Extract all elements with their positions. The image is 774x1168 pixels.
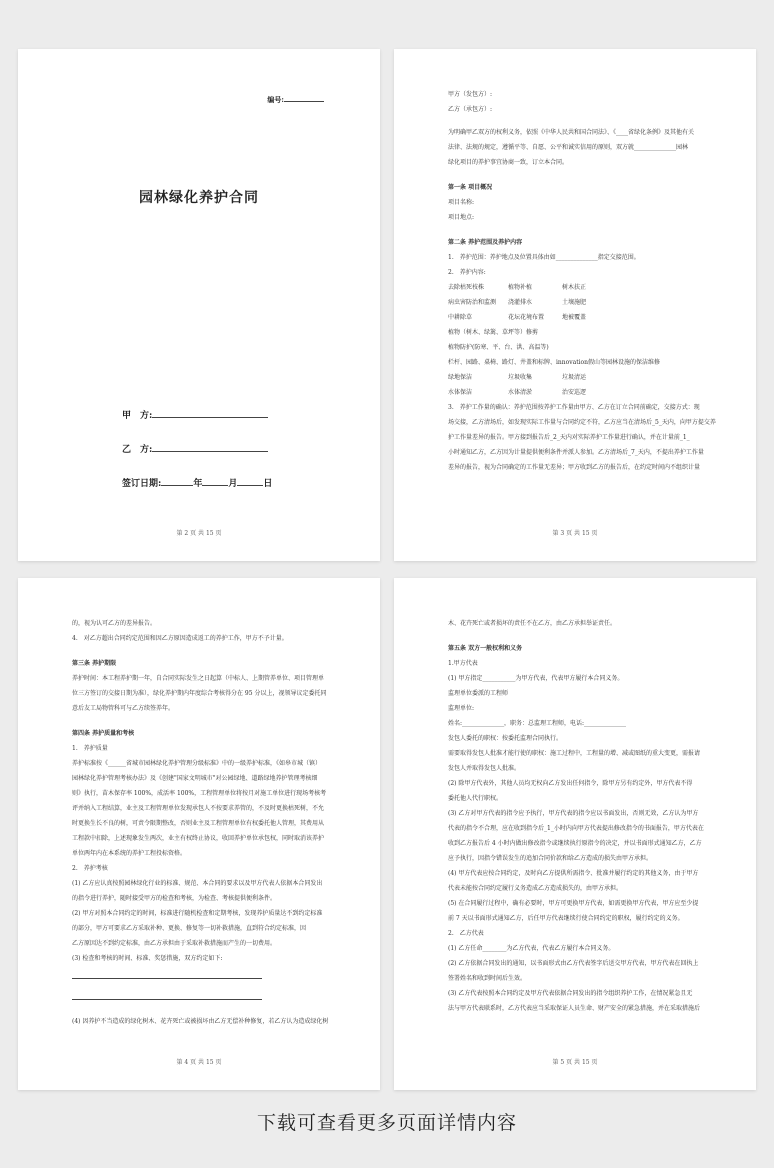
text-line: (1) 乙方任命________为乙方代表，代表乙方履行本合同义务。	[448, 945, 615, 952]
text-line: 代表的指令不合理，应在收到指令后_1_小时内向甲方代表提出修改指令的书面报告，甲方代表在	[448, 825, 704, 832]
text-line: 监理单位:	[448, 705, 475, 712]
text-line: 乙方原因达不到约定标准，由乙方承担由于采取补救措施而产生的一切费用。	[72, 940, 277, 947]
item-row	[448, 295, 716, 310]
item-cell: 水体清淤	[508, 389, 533, 396]
text-line: 4. 对乙方超出合同约定范围和因乙方原因造成返工的养护工作，甲方不予计量。	[72, 635, 288, 642]
contract-number: 编号:	[267, 93, 324, 105]
text-line: 委托他人代行职权。	[448, 795, 503, 802]
text-line: 工程款中扣除，上述现象发生两次，业主有权终止协议，收回养护单位承包权，同时取消该养护	[72, 835, 325, 842]
text-line: (4) 因养护不当造成的绿化树木、花卉死亡或被损坏由乙方无偿补种修复，若乙方认为造成绿化树	[72, 1018, 329, 1025]
text-line: 小时通知乙方，乙方因为计量提供便利条件并派人参加。乙方清场后_7_天内，不提出养护工作量	[448, 449, 704, 456]
page-body	[448, 616, 716, 1016]
text-line: (3) 检查和考核的时间、标准、奖惩措施，双方约定如下:	[72, 955, 223, 962]
item-cell: 土壤施肥	[562, 299, 587, 306]
text-line: 评并纳入工程结算，业主及工程管理单位发现承包人不按要求养管的，不及时更换枯死树，不允	[72, 805, 325, 812]
text-line: 栏杆、园路、桌椅、路灯、井盖和标牌、innovation假山等园林设施的保洁维修	[448, 359, 661, 366]
text-line: 法律、法规的规定，遵循平等、自愿、公平和诚实信用的原则，双方就______________园林	[448, 144, 689, 151]
text-line: 护工作量差异的报告。甲方接到报告后_2_天内对实际养护工作量进行确认，并在计量前_1_	[448, 434, 690, 441]
text-line: 意后友工局物管科可与乙方续签养年。	[72, 705, 175, 712]
text-line: (1) 甲方指定___________为甲方代表，代表甲方履行本合同义务。	[448, 675, 624, 682]
item-cell: 地被覆盖	[562, 314, 587, 321]
text-line: 为明确甲乙双方的权利义务，依照《中华人民共和国合同法》、《____省绿化条例》及其他有关	[448, 129, 695, 136]
text-line: 2. 养护考核	[72, 865, 108, 872]
text-line: 乙方（承包方）:	[448, 106, 493, 113]
text-line: 绿化项目的养护事宜协商一致，订立本合同。	[448, 159, 569, 166]
item-cell: 水体保洁	[448, 389, 473, 396]
page-number: 第 5 页 共 15 页	[552, 1059, 598, 1066]
section-heading: 第二条 养护范围及养护内容	[448, 239, 523, 246]
text-line: (1) 乙方应认真按照园林绿化行业的标准、规范、本合同的要求以及甲方代表人依据本合同发出	[72, 880, 323, 887]
page-number: 第 4 页 共 15 页	[176, 1059, 222, 1066]
text-line: 单位两年内在本系统的养护工程投标资格。	[72, 850, 187, 857]
item-cell: 垃圾收集	[508, 374, 533, 381]
text-line: 植物（树木、绿篱、草坪等）修剪	[448, 329, 539, 336]
text-line: 收到乙方报告后 4 小时内做出修改指令或继续执行原指令的决定，并以书面形式通知乙方，乙方	[448, 840, 702, 847]
item-cell: 植物补植	[508, 284, 533, 291]
item-cell: 去除枯死枝株	[448, 284, 485, 291]
text-line: 场交接，乙方清场后，如发现实际工作量与合同约定不符，乙方应当在清场后_5_天内，向甲方提交养	[448, 419, 716, 426]
blank-line	[72, 991, 340, 1006]
text-line: 位三方签订的交接日期为准），绿化养护期内年度综合考核得分在 95 分以上，视领导议定委托同	[72, 690, 327, 697]
page-body	[72, 616, 340, 1029]
text-line: 姓名:______________，职务：总监理工程师，电话:______________	[448, 720, 627, 727]
item-row	[448, 385, 716, 400]
text-line: 前 7 天以书面形式通知乙方，后任甲方代表继续行使合同约定的职权，履行约定的义务。	[448, 915, 684, 922]
section-heading: 第三条 养护期限	[72, 660, 117, 667]
text-line: 法与甲方代表联系时，乙方代表应当采取保证人员生命、财产安全的紧急措施，并在采取措施后	[448, 1005, 701, 1012]
text-line: 发包人委托的职权：按委托监理合同执行。	[448, 735, 563, 742]
download-more-caption: 下载可查看更多页面详情内容	[256, 1112, 517, 1134]
item-cell: 治安巡逻	[562, 389, 587, 396]
text-line: (3) 乙方代表按照本合同约定及甲方代表依据合同发出的指令组织养护工作，在情况紧急且无	[448, 990, 693, 997]
item-row	[448, 280, 716, 295]
text-line: (2) 甲方对照本合同约定的时间，标准进行随机检查和定期考核，发现养护质量达不到约定标准	[72, 910, 323, 917]
text-line: (2) 乙方依据合同发出的通知，以书面形式由乙方代表签字后送交甲方代表，甲方代表在回执上	[448, 960, 699, 967]
text-line: 1. 养护质量	[72, 745, 108, 752]
contract-page-5	[394, 578, 756, 1090]
text-line: 项目地点:	[448, 214, 475, 221]
text-line: (5) 在合同履行过程中，确有必要时，甲方可更换甲方代表，如需更换甲方代表，甲方应至少提	[448, 900, 699, 907]
text-line: 则》执行，苗木保存率 100%，成活率 100%，工程管理单位将按月对施工单位进行现场考核考	[72, 790, 327, 797]
section-heading: 第五条 双方一般权利和义务	[448, 645, 523, 652]
text-line: 2. 乙方代表	[448, 930, 484, 937]
text-line: 木、花卉死亡或者损坏的责任不在乙方，由乙方承担举证责任。	[448, 620, 617, 627]
contract-page-3	[394, 49, 756, 561]
text-line: 需要取得发包人批准才能行使的职权：施工过程中，工程量的增、减或图纸的重大变更，需报请	[448, 750, 701, 757]
text-line: 1.甲方代表	[448, 660, 478, 667]
text-line: 甲方（发包方）:	[448, 91, 493, 98]
text-line: 时更换生长不良的树，可责令限期整改，否则业主及工程管理单位有权委托他人管理，其费用从	[72, 820, 325, 827]
section-heading: 第四条 养护质量和考核	[72, 730, 135, 737]
party-a-field: 甲 方:	[122, 407, 268, 421]
text-line: 2. 养护内容:	[448, 269, 486, 276]
contract-cover-page	[18, 49, 380, 561]
text-line: 的部分，甲方可要求乙方采取补种、更换、修复等一切补救措施，直到符合约定标准，因	[72, 925, 307, 932]
page-number: 第 2 页 共 15 页	[176, 530, 222, 537]
item-cell: 垃圾清运	[562, 374, 587, 381]
page-number: 第 3 页 共 15 页	[552, 530, 598, 537]
text-line: (4) 甲方代表应按合同约定，及时向乙方提供所需指令、批准并履行约定的其他义务，由于甲方	[448, 870, 699, 877]
item-cell: 树木扶正	[562, 284, 587, 291]
text-line: (3) 乙方对甲方代表的指令应予执行，甲方代表的指令应以书面发出，否则无效，乙方认为甲方	[448, 810, 699, 817]
sign-date-field: 签订日期: 年 月 日	[122, 475, 272, 489]
item-cell: 绿地保洁	[448, 374, 473, 381]
text-line: (2) 除甲方代表外，其他人员均无权向乙方发出任何指令，除甲方另有约定外，甲方代表不得	[448, 780, 693, 787]
item-row	[448, 310, 716, 325]
item-cell: 花坛花境布置	[508, 314, 545, 321]
text-line: 监理单位委派的工程师	[448, 690, 509, 697]
item-cell: 病虫害防治和监测	[448, 299, 497, 306]
text-line: 植物防护(防寒、平、台、洪、高温等)	[448, 344, 549, 351]
party-b-field: 乙 方:	[122, 441, 268, 455]
text-line: 养护标准按《______省城市园林绿化养护管理分级标准》中的一级养护标准，《如皋市城（镇）	[72, 760, 322, 767]
text-line: 的指令进行养护，随时接受甲方的检查和考核，为检查、考核提供便利条件。	[72, 895, 277, 902]
text-line: 园林绿化养护管理考核办法》及《创建"国家文明城市"对公园绿地、道路绿地养护管理考核细	[72, 775, 318, 782]
text-line: 签署姓名和收到时间后生效。	[448, 975, 527, 982]
text-line: 项目名称:	[448, 199, 475, 206]
blank-line	[72, 970, 340, 985]
contract-number-blank	[284, 93, 324, 102]
text-line: 3. 养护工作量的确认：养护范围按养护工作量由甲方、乙方在订立合同前确定，交接方式：现	[448, 404, 700, 411]
item-row	[448, 370, 716, 385]
contract-title: 园林绿化养护合同	[139, 190, 259, 206]
text-line	[448, 117, 716, 125]
text-line: 差异的报告，视为合同确定的工作量无差异；甲方收到乙方的报告后，在约定时间内不组织计量	[448, 464, 701, 471]
item-cell: 浇灌排水	[508, 299, 533, 306]
text-line: 养护时间：本工程养护期一年，自合同实际发生之日起算（中标人、上期管养单位、项目管理单	[72, 675, 325, 682]
page-body	[448, 87, 716, 475]
contract-page-4	[18, 578, 380, 1090]
section-heading: 第一条 项目概况	[448, 184, 493, 191]
text-line: 1. 养护范围：养护地点及位置具体由如______________指定交接范围。	[448, 254, 640, 261]
item-cell: 中耕除草	[448, 314, 473, 321]
text-line: 的，视为认可乙方的差异报告。	[72, 620, 157, 627]
text-line: 代表未能按合同约定履行义务造成乙方造成损失的，由甲方承担。	[448, 885, 623, 892]
text-line: 应予执行，因指令错误发生的追加合同价款和给乙方造成的损失由甲方承担。	[448, 855, 653, 862]
text-line: 发包人并取得发包人批准。	[448, 765, 521, 772]
